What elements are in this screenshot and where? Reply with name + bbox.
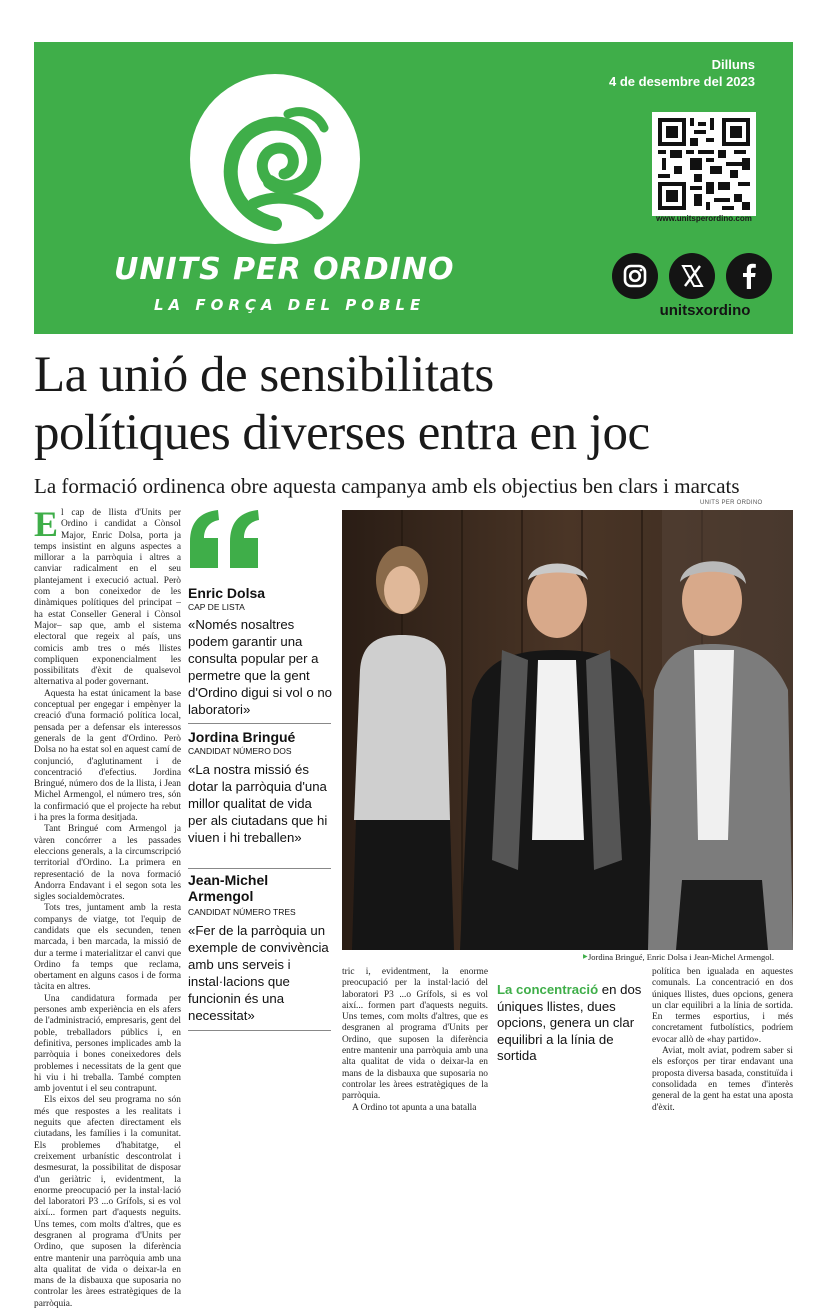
article-paragraph: Tots tres, juntament amb la resta companys de viatge, tot l'equip de candidats que els secunden, tenen marcada, i ben marcada, la missió de dur a terme i materialitzar el canvi que Ordino fa temps que reclama, obertament en alguns casos i de forma tàcita en altres. xyxy=(34,903,181,993)
quote-divider xyxy=(188,723,331,724)
quote-text-armengol: «Fer de la parròquia un exemple de convivència amb uns serveis i instal·lacions que funcionin és una necessitat» xyxy=(188,923,329,1023)
headline-line-1: La unió de sensibilitats xyxy=(34,347,494,403)
instagram-icon[interactable] xyxy=(612,253,658,299)
pull-quote-lead: La concentració xyxy=(497,982,599,997)
quote-text-bringue: «La nostra missió és dotar la parròquia d'una millor qualitat de vida per als ciutadans que hi viuen i hi treballen» xyxy=(188,762,328,845)
quote-divider xyxy=(188,1030,331,1031)
facebook-icon[interactable] xyxy=(726,253,772,299)
article-paragraph: tric i, evidentment, la enorme preocupació per la instal·lació del laboratori P3 ...o Grífols, si es vol així... formen part d'aquests neguits. Uns temes, com molts d'altres, que es desgranen al programa d'Units per Ordino, que suposen la diferència entre mantenir una parròquia amb una alta qualitat de vida o deixar-la en mans de la disbauxa que suposaria no controlar les àrees estratègiques de la parròquia. xyxy=(342,967,488,1102)
quote-mark-icon xyxy=(186,508,266,577)
candidates-photo xyxy=(342,510,793,950)
website-url[interactable]: www.unitsperordino.com xyxy=(656,214,752,223)
subheadline: La formació ordinenca obre aquesta campanya amb els objectius ben clars i marcats xyxy=(34,474,740,498)
quote-role-bringue: CANDIDAT NÚMERO DOS xyxy=(188,746,292,756)
article-column-5 xyxy=(652,967,793,1114)
drop-cap: E xyxy=(34,504,59,544)
pull-quote-text: en dos úniques llistes, dues opcions, genera un clar equilibri a la línia de sortida xyxy=(497,982,642,1063)
article-paragraph: Una candidatura formada per persones amb experiència en els afers de l'administració, empresaris, gent del poble, treballadors públics i, en definitiva, persones implicades amb la parròquia i bones coneixedores dels problemes i necessitats de la gent que hi viu i hi treballa. També compten amb joventut i el seu contrapunt. xyxy=(34,993,181,1095)
article-paragraph: Tant Bringué com Armengol ja vàren concórrer a les passades eleccions generals, a la circumscripció territorial d'Ordino. La primera en representació de la nova formació Andorra Endavant i el segon sota les sigles socialdemòcrates. xyxy=(34,824,181,903)
quote-role-dolsa: CAP DE LISTA xyxy=(188,602,245,612)
article-paragraph: Aquesta ha estat únicament la base conceptual per engegar i empènyer la creació d'una formació política local, pensada per a defensar els interessos generals de la gent d'Ordino. Però Dolsa no ha estat sol en aquest camí de conjunció, d'aglutinament i de concentració d'efectius. Jordina Bringué, número dos de la llista, i Jean Michel Armengol, el número tres, són la confirmació que el projecte ha rebut i ha pres la forma desitjada. xyxy=(34,688,181,824)
date-day: Dilluns xyxy=(711,57,755,72)
brand-tagline: LA FORÇA DEL POBLE xyxy=(154,296,426,314)
article-column-1 xyxy=(34,504,181,1309)
article-paragraph: Aviat, molt aviat, podrem saber si els esforços per tirar endavant una proposta diversa basada, constituïda i consolidada en temes d'interès general de la gent ha estat una aposta d'èxit. xyxy=(652,1046,793,1113)
quote-name-armengol: Jean-Michel Armengol xyxy=(188,872,269,904)
masthead-banner xyxy=(34,42,793,334)
quote-name-dolsa: Enric Dolsa xyxy=(188,585,266,601)
photo-caption: Jordina Bringué, Enric Dolsa i Jean-Michel Armengol. xyxy=(588,952,775,962)
social-handle[interactable]: unitsxordino xyxy=(659,302,751,319)
article-paragraph: A Ordino tot apunta a una batalla xyxy=(352,1103,477,1113)
quote-role-armengol: CANDIDAT NÚMERO TRES xyxy=(188,907,296,917)
quote-text-dolsa: «Només nosaltres podem garantir una consulta popular per a permetre que la gent d'Ordino digui si vol o no laboratori» xyxy=(188,617,333,717)
pull-quote xyxy=(497,982,643,1065)
photo-credit: UNITS PER ORDINO xyxy=(700,500,763,506)
quote-divider xyxy=(188,868,331,869)
x-icon[interactable] xyxy=(669,253,715,299)
brand-name: UNITS PER ORDINO xyxy=(114,252,455,287)
issue-date xyxy=(609,56,755,90)
article-paragraph: Els eixos del seu programa no són més que respostes a les realitats i neguits que afecten directament els ciutadans, les famílies i la comunitat. Els problemes d'habitatge, el creixement urbanístic descontrolat i desmesurat, la possibilitat de disposar d'un geriàtric i, evidentment, la enorme preocupació per la instal·lació del laboratori P3 ...o Grífols, si es vol així... formen part d'aquests neguits. Uns temes, com molts d'altres, que es desgranen al programa d'Units per Ordino, que suposen la diferència entre mantenir una parròquia amb una alta qualitat de vida o deixar-la en mans de la disbauxa que suposaria no controlar les àrees estratègiques de la parròquia. xyxy=(34,1095,181,1309)
date-full: 4 de desembre del 2023 xyxy=(609,74,755,89)
article-column-3 xyxy=(342,967,488,1114)
article-paragraph: El cap de llista d'Units per Ordino i candidat a Cònsol Major, Enric Dolsa, porta ja temps insistint en alguns aspectes a millorar a la parròquia i altres a canviar radicalment en el seu plantejament i execució actual. Però com a bon coneixedor de les dinàmiques polítiques del principat –ha estat Conseller General i Cònsol Major– sap que, amb el sistema electoral que regeix al país, uns comicis amb tres o més llistes compliquen exponencialment les possibilitats d'èxit de qualsevol alternativa al poder governant. xyxy=(34,504,181,688)
logo-emblem xyxy=(190,74,360,244)
headline xyxy=(34,346,804,462)
caption-marker-icon: ▶ xyxy=(583,954,588,960)
headline-line-2: polítiques diverses entra en joc xyxy=(34,405,650,461)
quote-name-bringue: Jordina Bringué xyxy=(188,729,296,745)
article-paragraph: política ben igualada en aquestes comunals. La concentració en dos úniques llistes, dues opcions, genera un clar equilibri a la línia de sortida. En termes esportius, i més concretament futbolístics, podríem evocar allò de «hay partido». xyxy=(652,967,793,1045)
qr-code[interactable] xyxy=(652,112,756,216)
